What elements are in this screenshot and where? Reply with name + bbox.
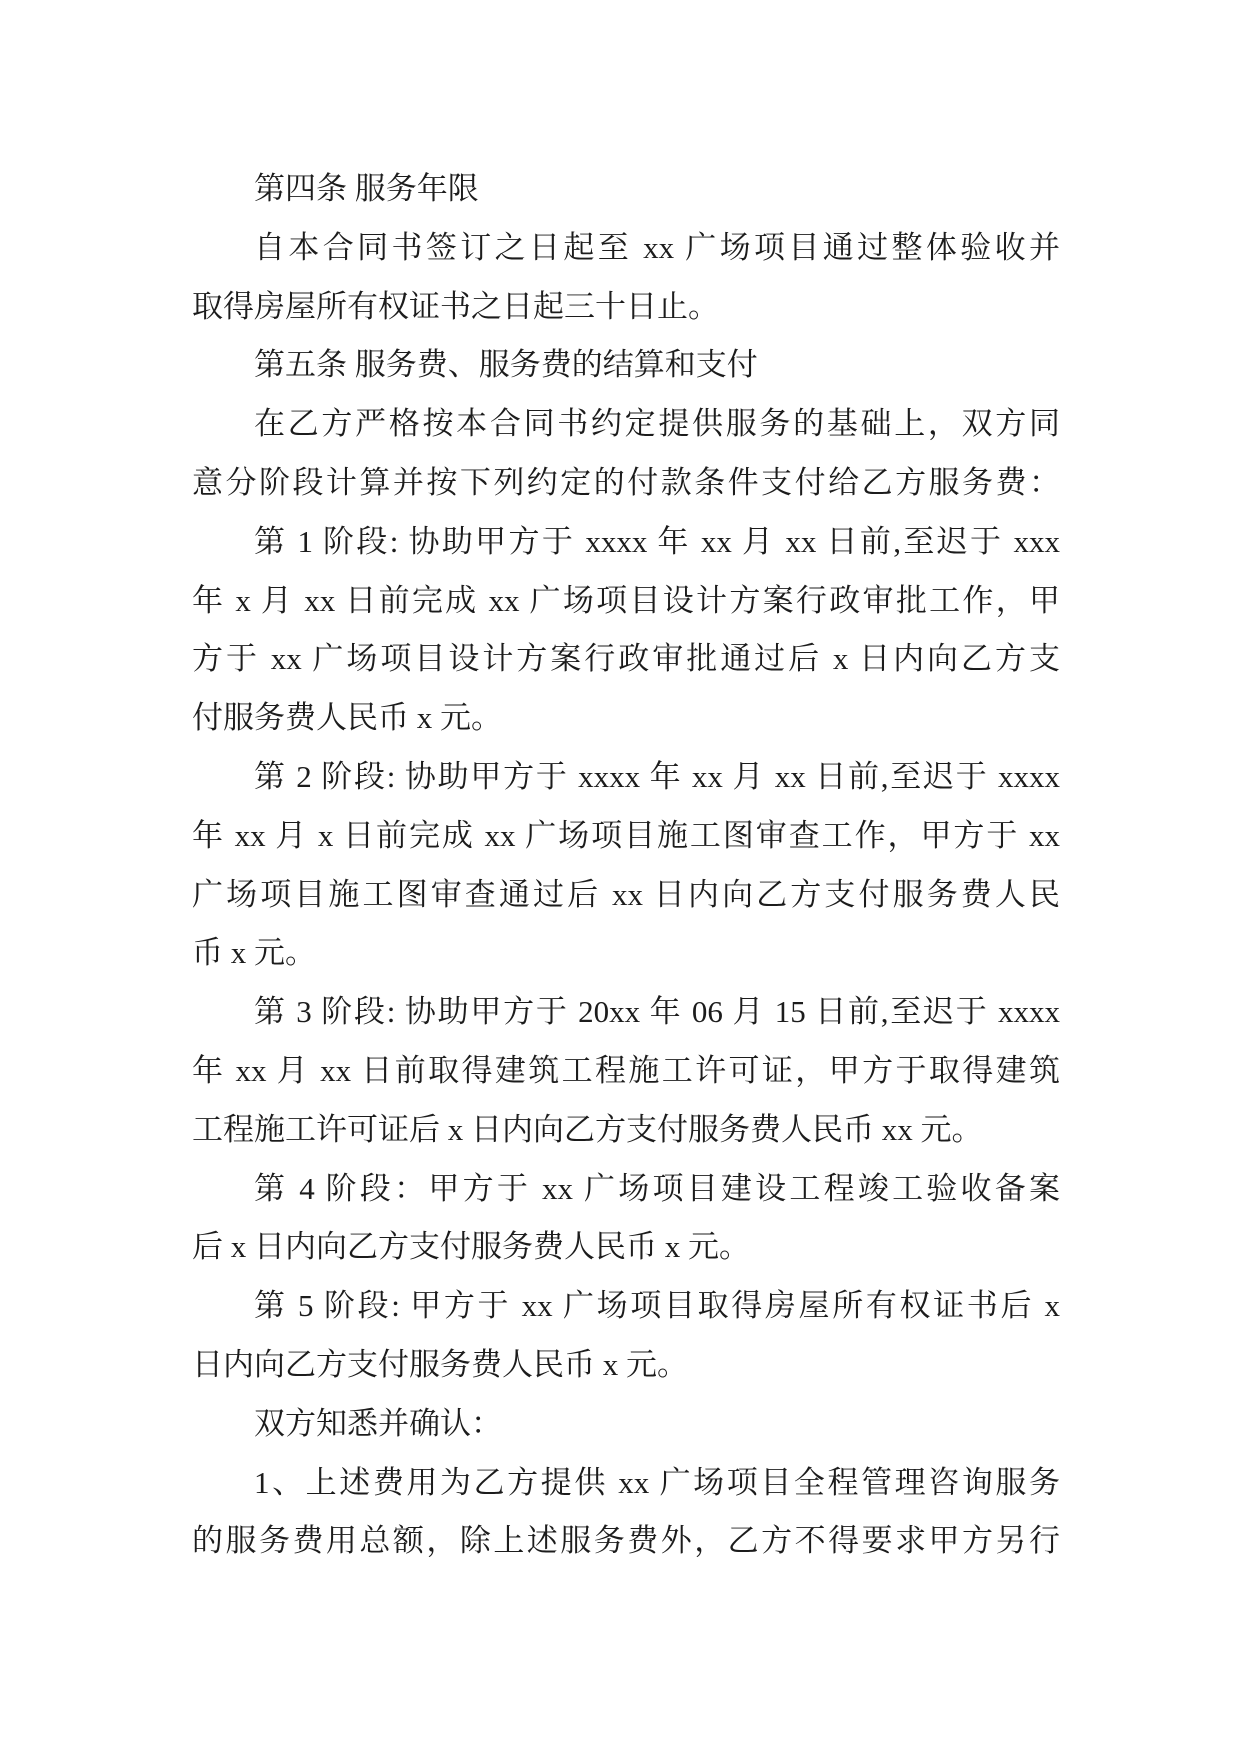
text-line: 第四条 服务年限 [254, 171, 479, 206]
paragraph [192, 395, 1060, 513]
text-line: 意分阶段计算并按下列约定的付款条件支付给乙方服务费： [192, 464, 1060, 500]
paragraph [192, 1277, 1060, 1395]
text-line: 第 5 阶段: 甲方于 xx 广场项目取得房屋所有权证书后 x [254, 1288, 1060, 1324]
text-line: 的服务费用总额，除上述服务费外，乙方不得要求甲方另行 [192, 1523, 1060, 1559]
text-line: 自本合同书签订之日起至 xx 广场项目通过整体验收并 [254, 229, 1060, 265]
text-line: 工程施工许可证后 x 日内向乙方支付服务费人民币 xx 元。 [192, 1111, 983, 1147]
paragraph [192, 1454, 1060, 1572]
document-body [192, 160, 1060, 1571]
paragraph [192, 1395, 1060, 1454]
paragraph [192, 336, 1060, 395]
text-line: 在乙方严格按本合同书约定提供服务的基础上，双方同 [254, 406, 1060, 442]
text-line: 1、上述费用为乙方提供 xx 广场项目全程管理咨询服务 [254, 1464, 1060, 1500]
text-line: 广场项目施工图审查通过后 xx 日内向乙方支付服务费人民 [192, 876, 1060, 912]
text-line: 第五条 服务费、服务费的结算和支付 [254, 347, 758, 383]
text-line: 方于 xx 广场项目设计方案行政审批通过后 x 日内向乙方支 [192, 641, 1060, 677]
paragraph [192, 219, 1060, 337]
text-line: 年 xx 月 x 日前完成 xx 广场项目施工图审查工作，甲方于 xx [192, 817, 1060, 853]
text-line: 年 xx 月 xx 日前取得建筑工程施工许可证，甲方于取得建筑 [192, 1052, 1060, 1088]
text-line: 付服务费人民币 x 元。 [192, 700, 502, 736]
paragraph [192, 160, 1060, 219]
text-line: 日内向乙方支付服务费人民币 x 元。 [192, 1346, 688, 1382]
paragraph [192, 983, 1060, 1159]
paragraph [192, 513, 1060, 748]
text-line: 币 x 元。 [192, 935, 316, 971]
text-line: 第 1 阶段: 协助甲方于 xxxx 年 xx 月 xx 日前,至迟于 xxx [254, 523, 1060, 559]
text-line: 第 2 阶段: 协助甲方于 xxxx 年 xx 月 xx 日前,至迟于 xxxx [254, 758, 1060, 794]
text-line: 双方知悉并确认： [254, 1405, 502, 1441]
text-line: 取得房屋所有权证书之日起三十日止。 [192, 288, 719, 324]
text-line: 年 x 月 xx 日前完成 xx 广场项目设计方案行政审批工作，甲 [192, 582, 1060, 618]
text-line: 第 4 阶段：甲方于 xx 广场项目建设工程竣工验收备案 [254, 1170, 1060, 1206]
text-line: 第 3 阶段: 协助甲方于 20xx 年 06 月 15 日前,至迟于 xxxx [254, 994, 1060, 1030]
text-line: 后 x 日内向乙方支付服务费人民币 x 元。 [192, 1229, 750, 1265]
paragraph [192, 748, 1060, 983]
paragraph [192, 1160, 1060, 1278]
